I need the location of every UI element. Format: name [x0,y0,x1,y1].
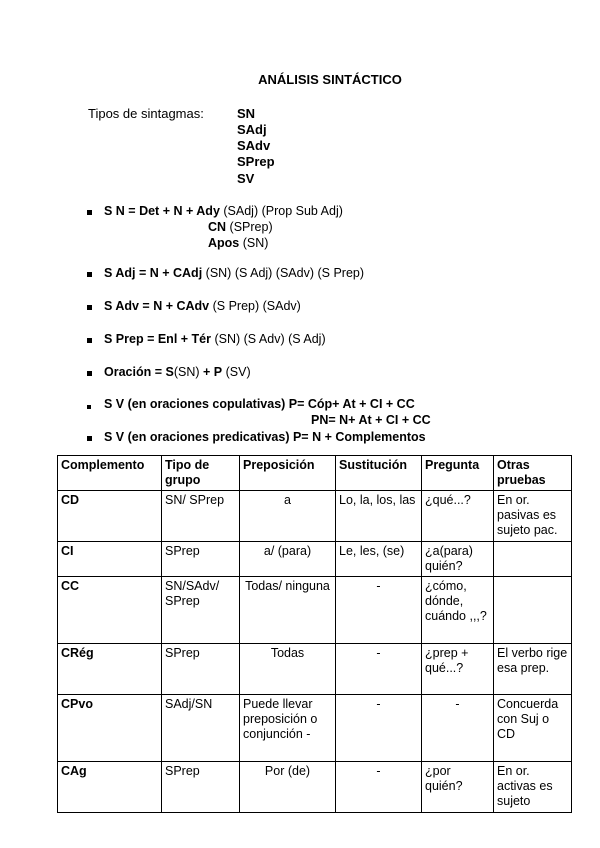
rule-sv-cop: S V (en oraciones copulativas) P= Cóp+ At + CI + CC [104,397,415,411]
cell-pregunta: - [422,695,494,762]
rule-sprep [104,332,326,346]
table-row [58,491,572,542]
table-row [58,542,572,577]
cell-complemento: CPvo [58,695,162,762]
rule-sprep-options: (SN) (S Adv) (S Adj) [214,332,326,346]
rule-oracion-sn: (SN) [173,365,200,379]
cell-tipo-grupo: SN/ SPrep [162,491,240,542]
cell-complemento: CI [58,542,162,577]
header-otras-pruebas: Otras pruebas [494,456,572,491]
cell-preposicion: Por (de) [240,762,336,813]
cell-pregunta: ¿a(para) quién? [422,542,494,577]
page-title: ANÁLISIS SINTÁCTICO [258,72,402,87]
cell-complemento: CC [58,577,162,644]
tipo-sn: SN [237,106,256,121]
bullet-sv-cop [87,405,91,409]
cell-pregunta: ¿prep + qué...? [422,644,494,695]
rule-sn-cn-type: (SPrep) [229,220,273,234]
cell-tipo-grupo: SPrep [162,542,240,577]
cell-otras-pruebas: En or. activas es sujeto [494,762,572,813]
rule-oracion-s: Oración = S [104,365,174,379]
cell-otras-pruebas: En or. pasivas es sujeto pac. [494,491,572,542]
rule-sadj-options: (SN) (S Adj) (SAdv) (S Prep) [205,266,365,280]
bullet-sadv [87,305,92,310]
cell-preposicion: a [240,491,336,542]
cell-tipo-grupo: SN/SAdv/ SPrep [162,577,240,644]
table-row [58,762,572,813]
rule-sn-formula: S N = Det + N + Ady [104,204,220,218]
rule-oracion-sv: (SV) [225,365,251,379]
header-complemento: Complemento [58,456,162,491]
cell-tipo-grupo: SPrep [162,762,240,813]
cell-complemento: CD [58,491,162,542]
tipo-sadj: SAdj [237,122,267,137]
rule-sv-cop-pn: PN= N+ At + CI + CC [311,413,431,427]
bullet-sn [87,210,92,215]
rule-sn-cn-label: CN [208,220,227,234]
rule-sn-apos-label: Apos [208,236,240,250]
cell-pregunta: ¿qué...? [422,491,494,542]
cell-sustitucion: - [336,577,422,644]
rule-sadj [104,266,364,280]
rule-sadj-formula: S Adj = N + CAdj [104,266,203,280]
rule-sadv-formula: S Adv = N + CAdv [104,299,210,313]
cell-sustitucion: - [336,644,422,695]
header-pregunta: Pregunta [422,456,494,491]
rule-sadv-options: (S Prep) (SAdv) [212,299,301,313]
header-sustitucion: Sustitución [336,456,422,491]
cell-otras-pruebas: Concuerda con Suj o CD [494,695,572,762]
cell-sustitucion: - [336,695,422,762]
cell-tipo-grupo: SAdj/SN [162,695,240,762]
complementos-table [57,455,572,813]
cell-pregunta: ¿por quién? [422,762,494,813]
cell-preposicion: Puede llevar preposición o conjunción - [240,695,336,762]
cell-preposicion: a/ (para) [240,542,336,577]
cell-complemento: CAg [58,762,162,813]
rule-sadv [104,299,301,313]
header-tipo-grupo: Tipo de grupo [162,456,240,491]
rule-sn-apos-type: (SN) [242,236,269,250]
cell-complemento: CRég [58,644,162,695]
cell-otras-pruebas [494,577,572,644]
rule-sv-pred: S V (en oraciones predicativas) P= N + Complementos [104,430,426,444]
cell-sustitucion: - [336,762,422,813]
cell-tipo-grupo: SPrep [162,644,240,695]
header-preposicion: Preposición [240,456,336,491]
rule-oracion-p: + P [203,365,223,379]
tipo-sv: SV [237,171,255,186]
cell-pregunta: ¿cómo, dónde, cuándo ,,,? [422,577,494,644]
rule-oracion [104,365,251,379]
bullet-oracion [87,371,92,376]
cell-sustitucion: Le, les, (se) [336,542,422,577]
rule-sn-cn [208,220,273,234]
cell-preposicion: Todas [240,644,336,695]
cell-preposicion: Todas/ ninguna [240,577,336,644]
tipo-sadv: SAdv [237,138,271,153]
tipos-label: Tipos de sintagmas: [88,106,204,121]
table-row [58,644,572,695]
bullet-sadj [87,272,92,277]
rule-sn-options: (SAdj) (Prop Sub Adj) [223,204,343,218]
table-row [58,695,572,762]
rule-sn [104,204,343,218]
bullet-sprep [87,338,92,343]
tipo-sprep: SPrep [237,154,275,169]
cell-otras-pruebas: El verbo rige esa prep. [494,644,572,695]
rule-sn-apos [208,236,268,250]
bullet-sv-pred [87,436,92,441]
table-header-row [58,456,572,491]
cell-otras-pruebas [494,542,572,577]
table-row [58,577,572,644]
rule-sprep-formula: S Prep = Enl + Tér [104,332,211,346]
cell-sustitucion: Lo, la, los, las [336,491,422,542]
